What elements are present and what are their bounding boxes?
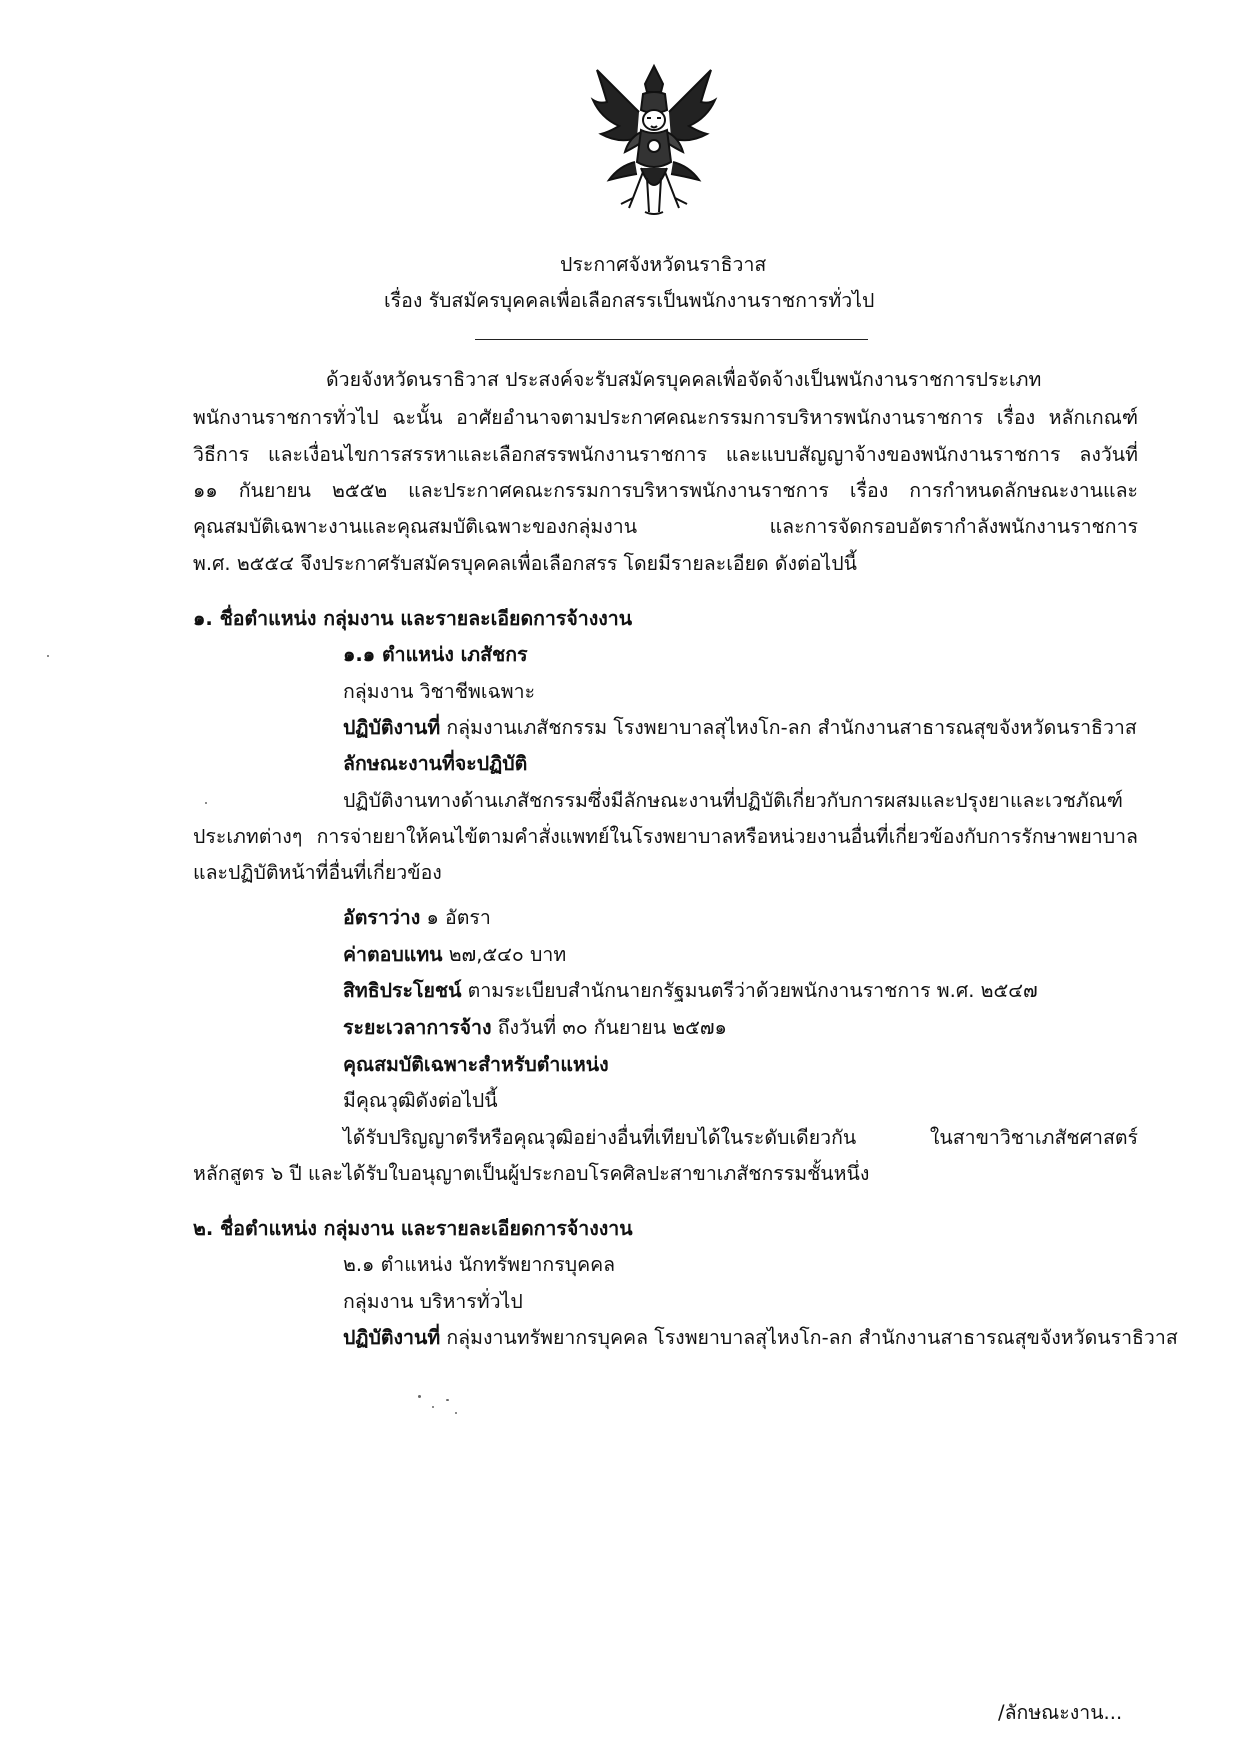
section1-benefit-line: [343, 976, 1038, 1006]
section1-heading: ๑. ชื่อตำแหน่ง กลุ่มงาน และรายละเอียดการจ้างงาน: [193, 607, 633, 630]
section2-position: ๒.๑ ตำแหน่ง นักทรัพยากรบุคคล: [343, 1253, 616, 1276]
section1-qual-heading: คุณสมบัติเฉพาะสำหรับตำแหน่ง: [343, 1053, 609, 1076]
section1-pay-label: ค่าตอบแทน: [343, 943, 443, 966]
section1-pay-line: [343, 940, 566, 970]
section1-duty-line: และปฏิบัติหน้าที่อื่นที่เกี่ยวข้อง: [193, 861, 442, 884]
scan-speck: [432, 1406, 434, 1408]
intro-line: พ.ศ. ๒๕๕๔ จึงประกาศรับสมัครบุคคลเพื่อเลือกสรร โดยมีรายละเอียด ดังต่อไปนี้: [193, 552, 857, 575]
section1-qual-intro: มีคุณวุฒิดังต่อไปนี้: [343, 1089, 498, 1112]
scan-speck: [205, 802, 207, 804]
intro-line: วิธีการ และเงื่อนไขการสรรหาและเลือกสรรพนักงานราชการ และแบบสัญญาจ้างของพนักงานราชการ ลงวันที่: [193, 443, 1138, 466]
section2-workplace-line: [343, 1323, 1178, 1353]
section1-workplace-label: ปฏิบัติงานที่: [343, 716, 441, 739]
section1-benefit-label: สิทธิประโยชน์: [343, 979, 462, 1002]
document-subject: เรื่อง รับสมัครบุคคลเพื่อเลือกสรรเป็นพนักงานราชการทั่วไป: [384, 289, 875, 312]
header-rule: [475, 339, 868, 340]
intro-line: พนักงานราชการทั่วไป ฉะนั้น อาศัยอำนาจตามประกาศคณะกรรมการบริหารพนักงานราชการ เรื่อง หลักเกณฑ์: [193, 406, 1138, 429]
section1-vacancy-label: อัตราว่าง: [343, 906, 421, 929]
section1-period-line: [343, 1013, 727, 1043]
intro-line: ๑๑ กันยายน ๒๕๕๒ และประกาศคณะกรรมการบริหารพนักงานราชการ เรื่อง การกำหนดลักษณะงานและ: [193, 479, 1138, 502]
continuation-marker: /ลักษณะงาน...: [998, 1701, 1123, 1724]
section1-vacancy: ๑ อัตรา: [426, 906, 491, 929]
scan-speck: [455, 1412, 457, 1414]
section2-workplace: กลุ่มงานทรัพยากรบุคคล โรงพยาบาลสุไหงโก-ลก สำนักงานสาธารณสุขจังหวัดนราธิวาส: [446, 1326, 1178, 1349]
section2-group: กลุ่มงาน บริหารทั่วไป: [343, 1290, 523, 1313]
section1-duty-line: ประเภทต่างๆ การจ่ายยาให้คนไข้ตามคำสั่งแพทย์ในโรงพยาบาลหรือหน่วยงานอื่นที่เกี่ยวข้องกับการรักษาพยาบาล: [193, 825, 1138, 848]
section1-duty-line: ปฏิบัติงานทางด้านเภสัชกรรมซึ่งมีลักษณะงานที่ปฏิบัติเกี่ยวกับการผสมและปรุงยาและเวชภัณฑ์: [343, 789, 1123, 812]
section1-pay: ๒๗,๕๔๐ บาท: [448, 943, 567, 966]
intro-line: คุณสมบัติเฉพาะงานและคุณสมบัติเฉพาะของกลุ่มงาน และการจัดกรอบอัตรากำลังพนักงานราชการ: [193, 515, 1138, 538]
section2-heading: ๒. ชื่อตำแหน่ง กลุ่มงาน และรายละเอียดการจ้างงาน: [193, 1217, 633, 1240]
scan-speck: [446, 1399, 449, 1401]
document-title: ประกาศจังหวัดนราธิวาส: [560, 253, 767, 276]
section2-workplace-label: ปฏิบัติงานที่: [343, 1326, 441, 1349]
section1-duty-heading: ลักษณะงานที่จะปฏิบัติ: [343, 752, 528, 775]
section1-qual-line: ได้รับปริญญาตรีหรือคุณวุฒิอย่างอื่นที่เทียบได้ในระดับเดียวกัน ในสาขาวิชาเภสัชศาสตร์: [343, 1126, 1138, 1149]
section1-period-label: ระยะเวลาการจ้าง: [343, 1016, 492, 1039]
intro-line: ด้วยจังหวัดนราธิวาส ประสงค์จะรับสมัครบุคคลเพื่อจัดจ้างเป็นพนักงานราชการประเภท: [326, 368, 1042, 391]
section1-workplace-line: [343, 713, 1137, 743]
section1-group: กลุ่มงาน วิชาชีพเฉพาะ: [343, 680, 536, 703]
section1-position: ๑.๑ ตำแหน่ง เภสัชกร: [343, 643, 528, 666]
section1-vacancy-line: [343, 903, 491, 933]
section1-workplace: กลุ่มงานเภสัชกรรม โรงพยาบาลสุไหงโก-ลก สำนักงานสาธารณสุขจังหวัดนราธิวาส: [446, 716, 1137, 739]
section1-period: ถึงวันที่ ๓๐ กันยายน ๒๕๗๑: [497, 1016, 727, 1039]
scan-speck: [47, 655, 49, 657]
scan-speck: [418, 1395, 421, 1398]
section1-qual-line: หลักสูตร ๖ ปี และได้รับใบอนุญาตเป็นผู้ประกอบโรคศิลปะสาขาเภสัชกรรมชั้นหนึ่ง: [193, 1162, 870, 1185]
garuda-emblem-icon: [589, 62, 719, 218]
section1-benefit: ตามระเบียบสำนักนายกรัฐมนตรีว่าด้วยพนักงานราชการ พ.ศ. ๒๕๔๗: [467, 979, 1038, 1002]
